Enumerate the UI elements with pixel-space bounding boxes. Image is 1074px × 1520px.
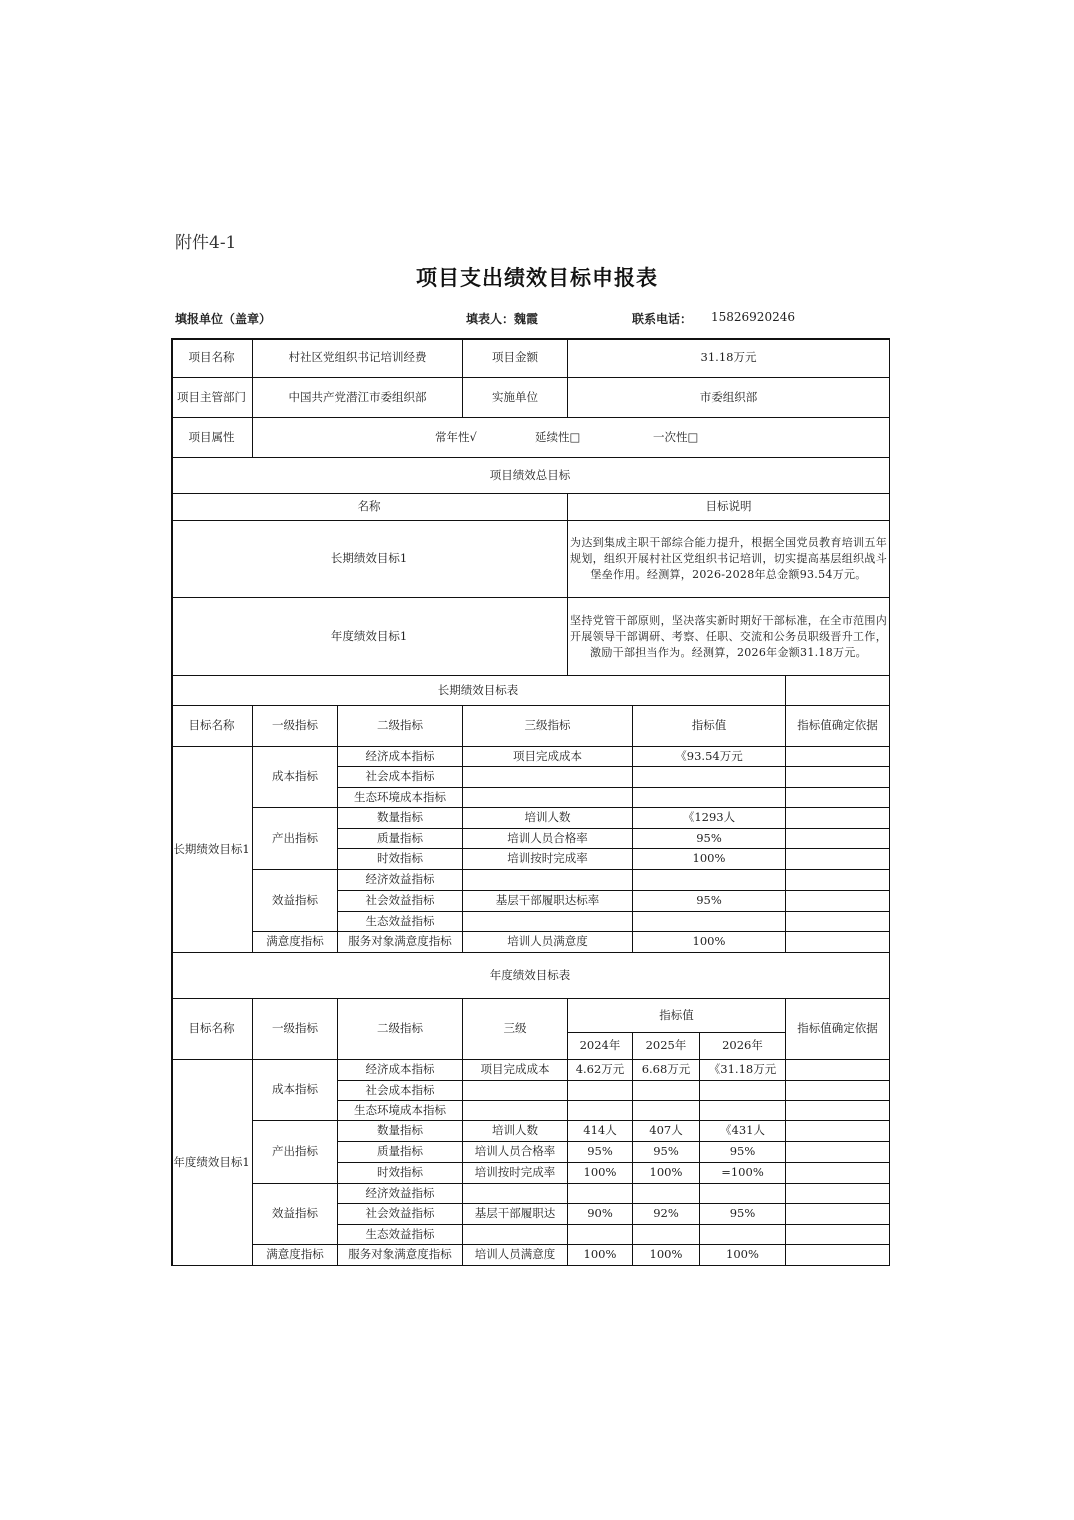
annual-year-header: 2024年 bbox=[568, 1033, 633, 1060]
long-term-basis bbox=[786, 747, 890, 767]
long-term-basis bbox=[786, 932, 890, 953]
annual-basis bbox=[786, 1163, 890, 1184]
long-term-l2: 社会成本指标 bbox=[338, 767, 463, 788]
project-name-value: 村社区党组织书记培训经费 bbox=[253, 338, 463, 378]
annual-value: 100% bbox=[633, 1245, 700, 1266]
long-term-l2: 生态环境成本指标 bbox=[338, 788, 463, 808]
long-term-value: 《1293人 bbox=[633, 808, 786, 829]
annual-l3: 培训人员满意度 bbox=[463, 1245, 568, 1266]
annual-value: 95% bbox=[633, 1142, 700, 1163]
long-term-value bbox=[633, 870, 786, 891]
long-term-value: 95% bbox=[633, 891, 786, 912]
annual-value: 4.62万元 bbox=[568, 1060, 633, 1081]
annual-l2: 社会效益指标 bbox=[338, 1204, 463, 1225]
annual-year-header: 2026年 bbox=[700, 1033, 786, 1060]
annual-value bbox=[568, 1101, 633, 1121]
annual-l2: 经济成本指标 bbox=[338, 1060, 463, 1081]
long-term-l3 bbox=[463, 912, 633, 932]
long-term-col-header: 三级指标 bbox=[463, 706, 633, 747]
long-term-basis bbox=[786, 912, 890, 932]
long-term-basis bbox=[786, 767, 890, 788]
annual-basis bbox=[786, 1225, 890, 1245]
annual-value bbox=[700, 1225, 786, 1245]
long-term-basis bbox=[786, 849, 890, 870]
unit-label: 填报单位（盖章） bbox=[175, 312, 272, 326]
annual-basis bbox=[786, 1121, 890, 1142]
phone-label: 联系电话： bbox=[632, 312, 693, 326]
long-term-l3: 基层干部履职达标率 bbox=[463, 891, 633, 912]
long-term-group: 产出指标 bbox=[253, 808, 338, 870]
dept-value: 中国共产党潜江市委组织部 bbox=[253, 378, 463, 418]
annual-l3 bbox=[463, 1184, 568, 1204]
annual-value: 100% bbox=[633, 1163, 700, 1184]
annual-value: 100% bbox=[568, 1163, 633, 1184]
annual-value bbox=[568, 1081, 633, 1101]
long-term-basis bbox=[786, 891, 890, 912]
annual-col-header: 指标值 bbox=[568, 999, 786, 1033]
long-term-value: 100% bbox=[633, 932, 786, 953]
long-term-target-name: 长期绩效目标1 bbox=[171, 747, 253, 953]
annual-target-name: 年度绩效目标1 bbox=[171, 1060, 253, 1266]
annual-value bbox=[700, 1081, 786, 1101]
annual-value bbox=[633, 1081, 700, 1101]
annual-l3: 基层干部履职达 bbox=[463, 1204, 568, 1225]
long-term-l3: 培训人员合格率 bbox=[463, 829, 633, 849]
long-term-l2: 时效指标 bbox=[338, 849, 463, 870]
page-title: 项目支出绩效目标申报表 bbox=[416, 265, 658, 290]
long-term-value bbox=[633, 767, 786, 788]
long-term-group: 成本指标 bbox=[253, 747, 338, 808]
long-term-l3: 培训人员满意度 bbox=[463, 932, 633, 953]
annual-col-header: 目标名称 bbox=[171, 999, 253, 1060]
attr-option-1: 延续性□ bbox=[535, 429, 581, 444]
annual-basis bbox=[786, 1060, 890, 1081]
overall-row-name: 年度绩效目标1 bbox=[171, 598, 568, 676]
annual-col-header: 三级 bbox=[463, 999, 568, 1060]
annual-value: 414人 bbox=[568, 1121, 633, 1142]
annual-value: 95% bbox=[700, 1142, 786, 1163]
long-term-group: 效益指标 bbox=[253, 870, 338, 932]
annual-year-header: 2025年 bbox=[633, 1033, 700, 1060]
annual-l3: 培训人员合格率 bbox=[463, 1142, 568, 1163]
long-term-l2: 社会效益指标 bbox=[338, 891, 463, 912]
annual-l2: 服务对象满意度指标 bbox=[338, 1245, 463, 1266]
project-amount-label: 项目金额 bbox=[463, 338, 568, 378]
annual-value: 95% bbox=[568, 1142, 633, 1163]
long-term-basis bbox=[786, 870, 890, 891]
project-name-label: 项目名称 bbox=[171, 338, 253, 378]
annual-basis bbox=[786, 1245, 890, 1266]
annual-value: 90% bbox=[568, 1204, 633, 1225]
annual-value bbox=[568, 1225, 633, 1245]
long-term-value bbox=[633, 788, 786, 808]
annual-value: 95% bbox=[700, 1204, 786, 1225]
long-term-col-header: 二级指标 bbox=[338, 706, 463, 747]
annual-group: 满意度指标 bbox=[253, 1245, 338, 1266]
annual-value: 《31.18万元 bbox=[700, 1060, 786, 1081]
long-term-col-header: 指标值确定依据 bbox=[786, 706, 890, 747]
long-term-basis bbox=[786, 808, 890, 829]
long-term-col-header: 指标值 bbox=[633, 706, 786, 747]
annual-group: 产出指标 bbox=[253, 1121, 338, 1184]
annual-group: 效益指标 bbox=[253, 1184, 338, 1245]
annual-value bbox=[700, 1184, 786, 1204]
long-term-l2: 经济成本指标 bbox=[338, 747, 463, 767]
annual-l2: 经济效益指标 bbox=[338, 1184, 463, 1204]
long-term-basis bbox=[786, 788, 890, 808]
annual-l3: 培训人数 bbox=[463, 1121, 568, 1142]
attachment-label: 附件4-1 bbox=[175, 233, 237, 253]
long-term-col-header: 目标名称 bbox=[171, 706, 253, 747]
overall-row-name: 长期绩效目标1 bbox=[171, 521, 568, 598]
annual-basis bbox=[786, 1081, 890, 1101]
annual-l2: 质量指标 bbox=[338, 1142, 463, 1163]
dept-label: 项目主管部门 bbox=[171, 378, 253, 418]
overall-row-desc: 坚持党管干部原则，坚决落实新时期好干部标准，在全市范围内开展领导干部调研、考察、任职、交流和公务员职级晋升工作，激励干部担当作为。经测算，2026年金额31.18万元。 bbox=[568, 598, 890, 676]
long-term-col-header: 一级指标 bbox=[253, 706, 338, 747]
long-term-header: 长期绩效目标表 bbox=[171, 676, 786, 706]
annual-l2: 生态环境成本指标 bbox=[338, 1101, 463, 1121]
annual-l2: 时效指标 bbox=[338, 1163, 463, 1184]
long-term-value bbox=[633, 912, 786, 932]
annual-l3: 项目完成成本 bbox=[463, 1060, 568, 1081]
long-term-basis bbox=[786, 829, 890, 849]
annual-basis bbox=[786, 1101, 890, 1121]
overall-row-desc: 为达到集成主职干部综合能力提升，根据全国党员教育培训五年规划，组织开展村社区党组织书记培训，切实提高基层组织战斗堡垒作用。经测算，2026-2028年总金额93.54万元。 bbox=[568, 521, 890, 598]
annual-value: =100% bbox=[700, 1163, 786, 1184]
annual-group: 成本指标 bbox=[253, 1060, 338, 1121]
long-term-l2: 服务对象满意度指标 bbox=[338, 932, 463, 953]
annual-l2: 数量指标 bbox=[338, 1121, 463, 1142]
annual-value bbox=[700, 1101, 786, 1121]
annual-value: 100% bbox=[700, 1245, 786, 1266]
long-term-l3 bbox=[463, 788, 633, 808]
annual-l3: 培训按时完成率 bbox=[463, 1163, 568, 1184]
annual-header: 年度绩效目标表 bbox=[171, 953, 890, 999]
attr-option-2: 一次性□ bbox=[653, 429, 699, 444]
long-term-l2: 经济效益指标 bbox=[338, 870, 463, 891]
annual-value bbox=[568, 1184, 633, 1204]
long-term-l3: 培训按时完成率 bbox=[463, 849, 633, 870]
attr-options bbox=[253, 418, 890, 458]
annual-value bbox=[633, 1101, 700, 1121]
long-term-header-blank bbox=[786, 676, 890, 706]
impl-value: 市委组织部 bbox=[568, 378, 890, 418]
annual-l2: 社会成本指标 bbox=[338, 1081, 463, 1101]
phone-value: 15826920246 bbox=[711, 310, 795, 324]
annual-value: 407人 bbox=[633, 1121, 700, 1142]
long-term-l2: 生态效益指标 bbox=[338, 912, 463, 932]
long-term-l2: 质量指标 bbox=[338, 829, 463, 849]
long-term-l3 bbox=[463, 870, 633, 891]
annual-col-header: 指标值确定依据 bbox=[786, 999, 890, 1060]
long-term-l3 bbox=[463, 767, 633, 788]
annual-value bbox=[633, 1184, 700, 1204]
attr-option-0: 常年性√ bbox=[435, 429, 477, 444]
long-term-l3: 项目完成成本 bbox=[463, 747, 633, 767]
overall-col-desc: 目标说明 bbox=[568, 494, 890, 521]
annual-basis bbox=[786, 1204, 890, 1225]
attr-label: 项目属性 bbox=[171, 418, 253, 458]
project-amount-value: 31.18万元 bbox=[568, 338, 890, 378]
annual-value: 《431人 bbox=[700, 1121, 786, 1142]
annual-l3 bbox=[463, 1101, 568, 1121]
annual-value: 6.68万元 bbox=[633, 1060, 700, 1081]
long-term-l2: 数量指标 bbox=[338, 808, 463, 829]
annual-l2: 生态效益指标 bbox=[338, 1225, 463, 1245]
annual-value bbox=[633, 1225, 700, 1245]
annual-col-header: 一级指标 bbox=[253, 999, 338, 1060]
annual-l3 bbox=[463, 1081, 568, 1101]
overall-col-name: 名称 bbox=[171, 494, 568, 521]
annual-l3 bbox=[463, 1225, 568, 1245]
filler-label: 填表人：魏霞 bbox=[466, 312, 539, 326]
annual-col-header: 二级指标 bbox=[338, 999, 463, 1060]
long-term-value: 95% bbox=[633, 829, 786, 849]
annual-basis bbox=[786, 1142, 890, 1163]
long-term-l3: 培训人数 bbox=[463, 808, 633, 829]
overall-header: 项目绩效总目标 bbox=[171, 458, 890, 494]
annual-value: 92% bbox=[633, 1204, 700, 1225]
long-term-group: 满意度指标 bbox=[253, 932, 338, 953]
annual-basis bbox=[786, 1184, 890, 1204]
long-term-value: 《93.54万元 bbox=[633, 747, 786, 767]
annual-value: 100% bbox=[568, 1245, 633, 1266]
impl-label: 实施单位 bbox=[463, 378, 568, 418]
long-term-value: 100% bbox=[633, 849, 786, 870]
